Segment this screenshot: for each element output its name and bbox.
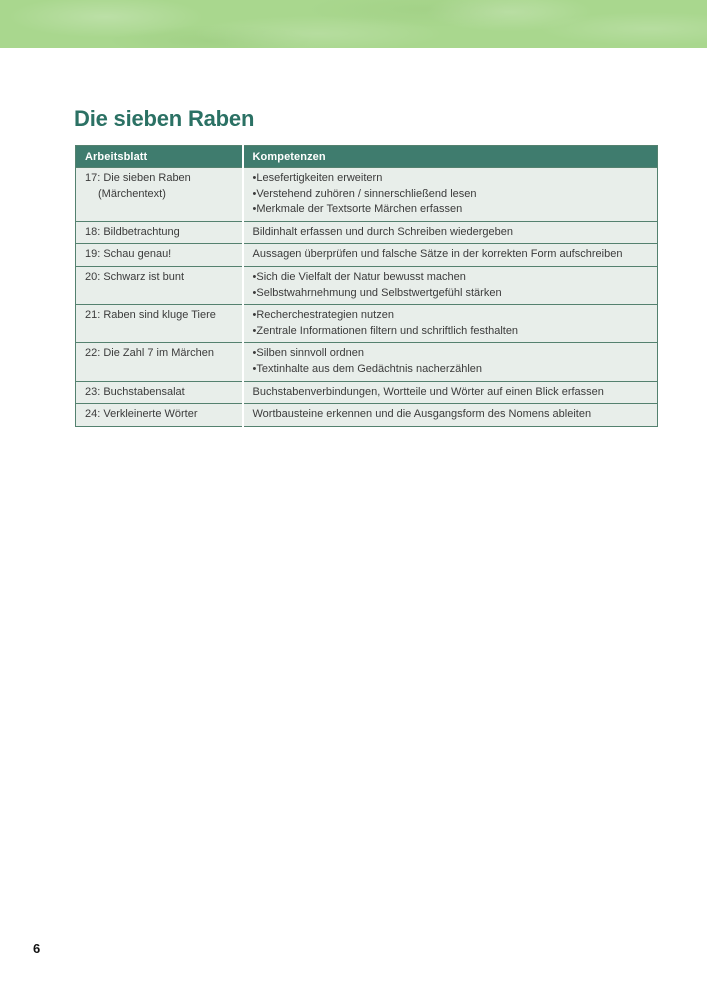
- worksheet-label: 24: Verkleinerte Wörter: [85, 408, 198, 421]
- arbeitsblatt-cell: [76, 266, 243, 304]
- competency-item: • Merkmale der Textsorte Märchen erfassen: [253, 202, 650, 218]
- kompetenzen-cell: [243, 168, 658, 222]
- competency-item: • Recherchestrategien nutzen: [253, 308, 650, 324]
- table-row: [76, 404, 658, 427]
- table-row: [76, 244, 658, 267]
- arbeitsblatt-cell: [76, 381, 243, 404]
- table-header-row: [76, 146, 658, 168]
- worksheet-label: 21: Raben sind kluge Tiere: [85, 309, 216, 322]
- kompetenzen-cell: [243, 404, 658, 427]
- worksheet-label: 20: Schwarz ist bunt: [85, 270, 185, 283]
- competency-item: • Selbstwahrnehmung und Selbstwertgefühl stärken: [253, 286, 650, 302]
- kompetenzen-cell: [243, 266, 658, 304]
- kompetenzen-cell: [243, 381, 658, 404]
- competency-item: Wortbausteine erkennen und die Ausgangsform des Nomens ableiten: [252, 408, 592, 421]
- competency-item: • Verstehend zuhören / sinnerschließend lesen: [253, 187, 650, 203]
- competency-item: Buchstabenverbindungen, Wortteile und Wörter auf einen Blick erfassen: [252, 385, 604, 398]
- column-header-arbeitsblatt: Arbeitsblatt: [76, 146, 243, 168]
- arbeitsblatt-cell: [76, 221, 243, 244]
- worksheet-label: 18: Bildbetrachtung: [85, 225, 180, 238]
- worksheet-label: 19: Schau genau!: [85, 248, 172, 261]
- competency-item: • Sich die Vielfalt der Natur bewusst machen: [253, 270, 650, 286]
- competency-item: Bildinhalt erfassen und durch Schreiben wiedergeben: [252, 225, 514, 238]
- table-row: [76, 343, 658, 381]
- column-header-kompetenzen: Kompetenzen: [243, 146, 658, 168]
- worksheet-label: 23: Buchstabensalat: [85, 385, 185, 398]
- competency-item: Aussagen überprüfen und falsche Sätze in der korrekten Form aufschreiben: [252, 248, 623, 261]
- page-number: 6: [33, 941, 41, 956]
- arbeitsblatt-cell: [76, 343, 243, 381]
- competency-item: • Zentrale Informationen filtern und schriftlich festhalten: [253, 324, 650, 340]
- table-row: [76, 266, 658, 304]
- competency-item: • Silben sinnvoll ordnen: [253, 346, 650, 362]
- arbeitsblatt-cell: [76, 244, 243, 267]
- worksheet-label-line2: (Märchentext): [98, 187, 166, 200]
- kompetenzen-cell: [243, 343, 658, 381]
- kompetenzen-cell: [243, 244, 658, 267]
- table-row: [76, 381, 658, 404]
- arbeitsblatt-cell: [76, 168, 243, 222]
- worksheet-label: 22: Die Zahl 7 im Märchen: [85, 347, 214, 360]
- kompetenzen-cell: [243, 221, 658, 244]
- competency-item: • Textinhalte aus dem Gedächtnis nacherzählen: [253, 362, 650, 378]
- arbeitsblatt-cell: [76, 404, 243, 427]
- page-title: Die sieben Raben: [74, 106, 255, 131]
- table-row: [76, 305, 658, 343]
- table-row: [76, 168, 658, 222]
- header-band: [0, 0, 707, 48]
- competency-item: • Lesefertigkeiten erweitern: [253, 171, 650, 187]
- kompetenzen-table: [75, 145, 658, 427]
- worksheet-label: 17: Die sieben Raben: [85, 172, 191, 184]
- arbeitsblatt-cell: [76, 305, 243, 343]
- kompetenzen-cell: [243, 305, 658, 343]
- table-row: [76, 221, 658, 244]
